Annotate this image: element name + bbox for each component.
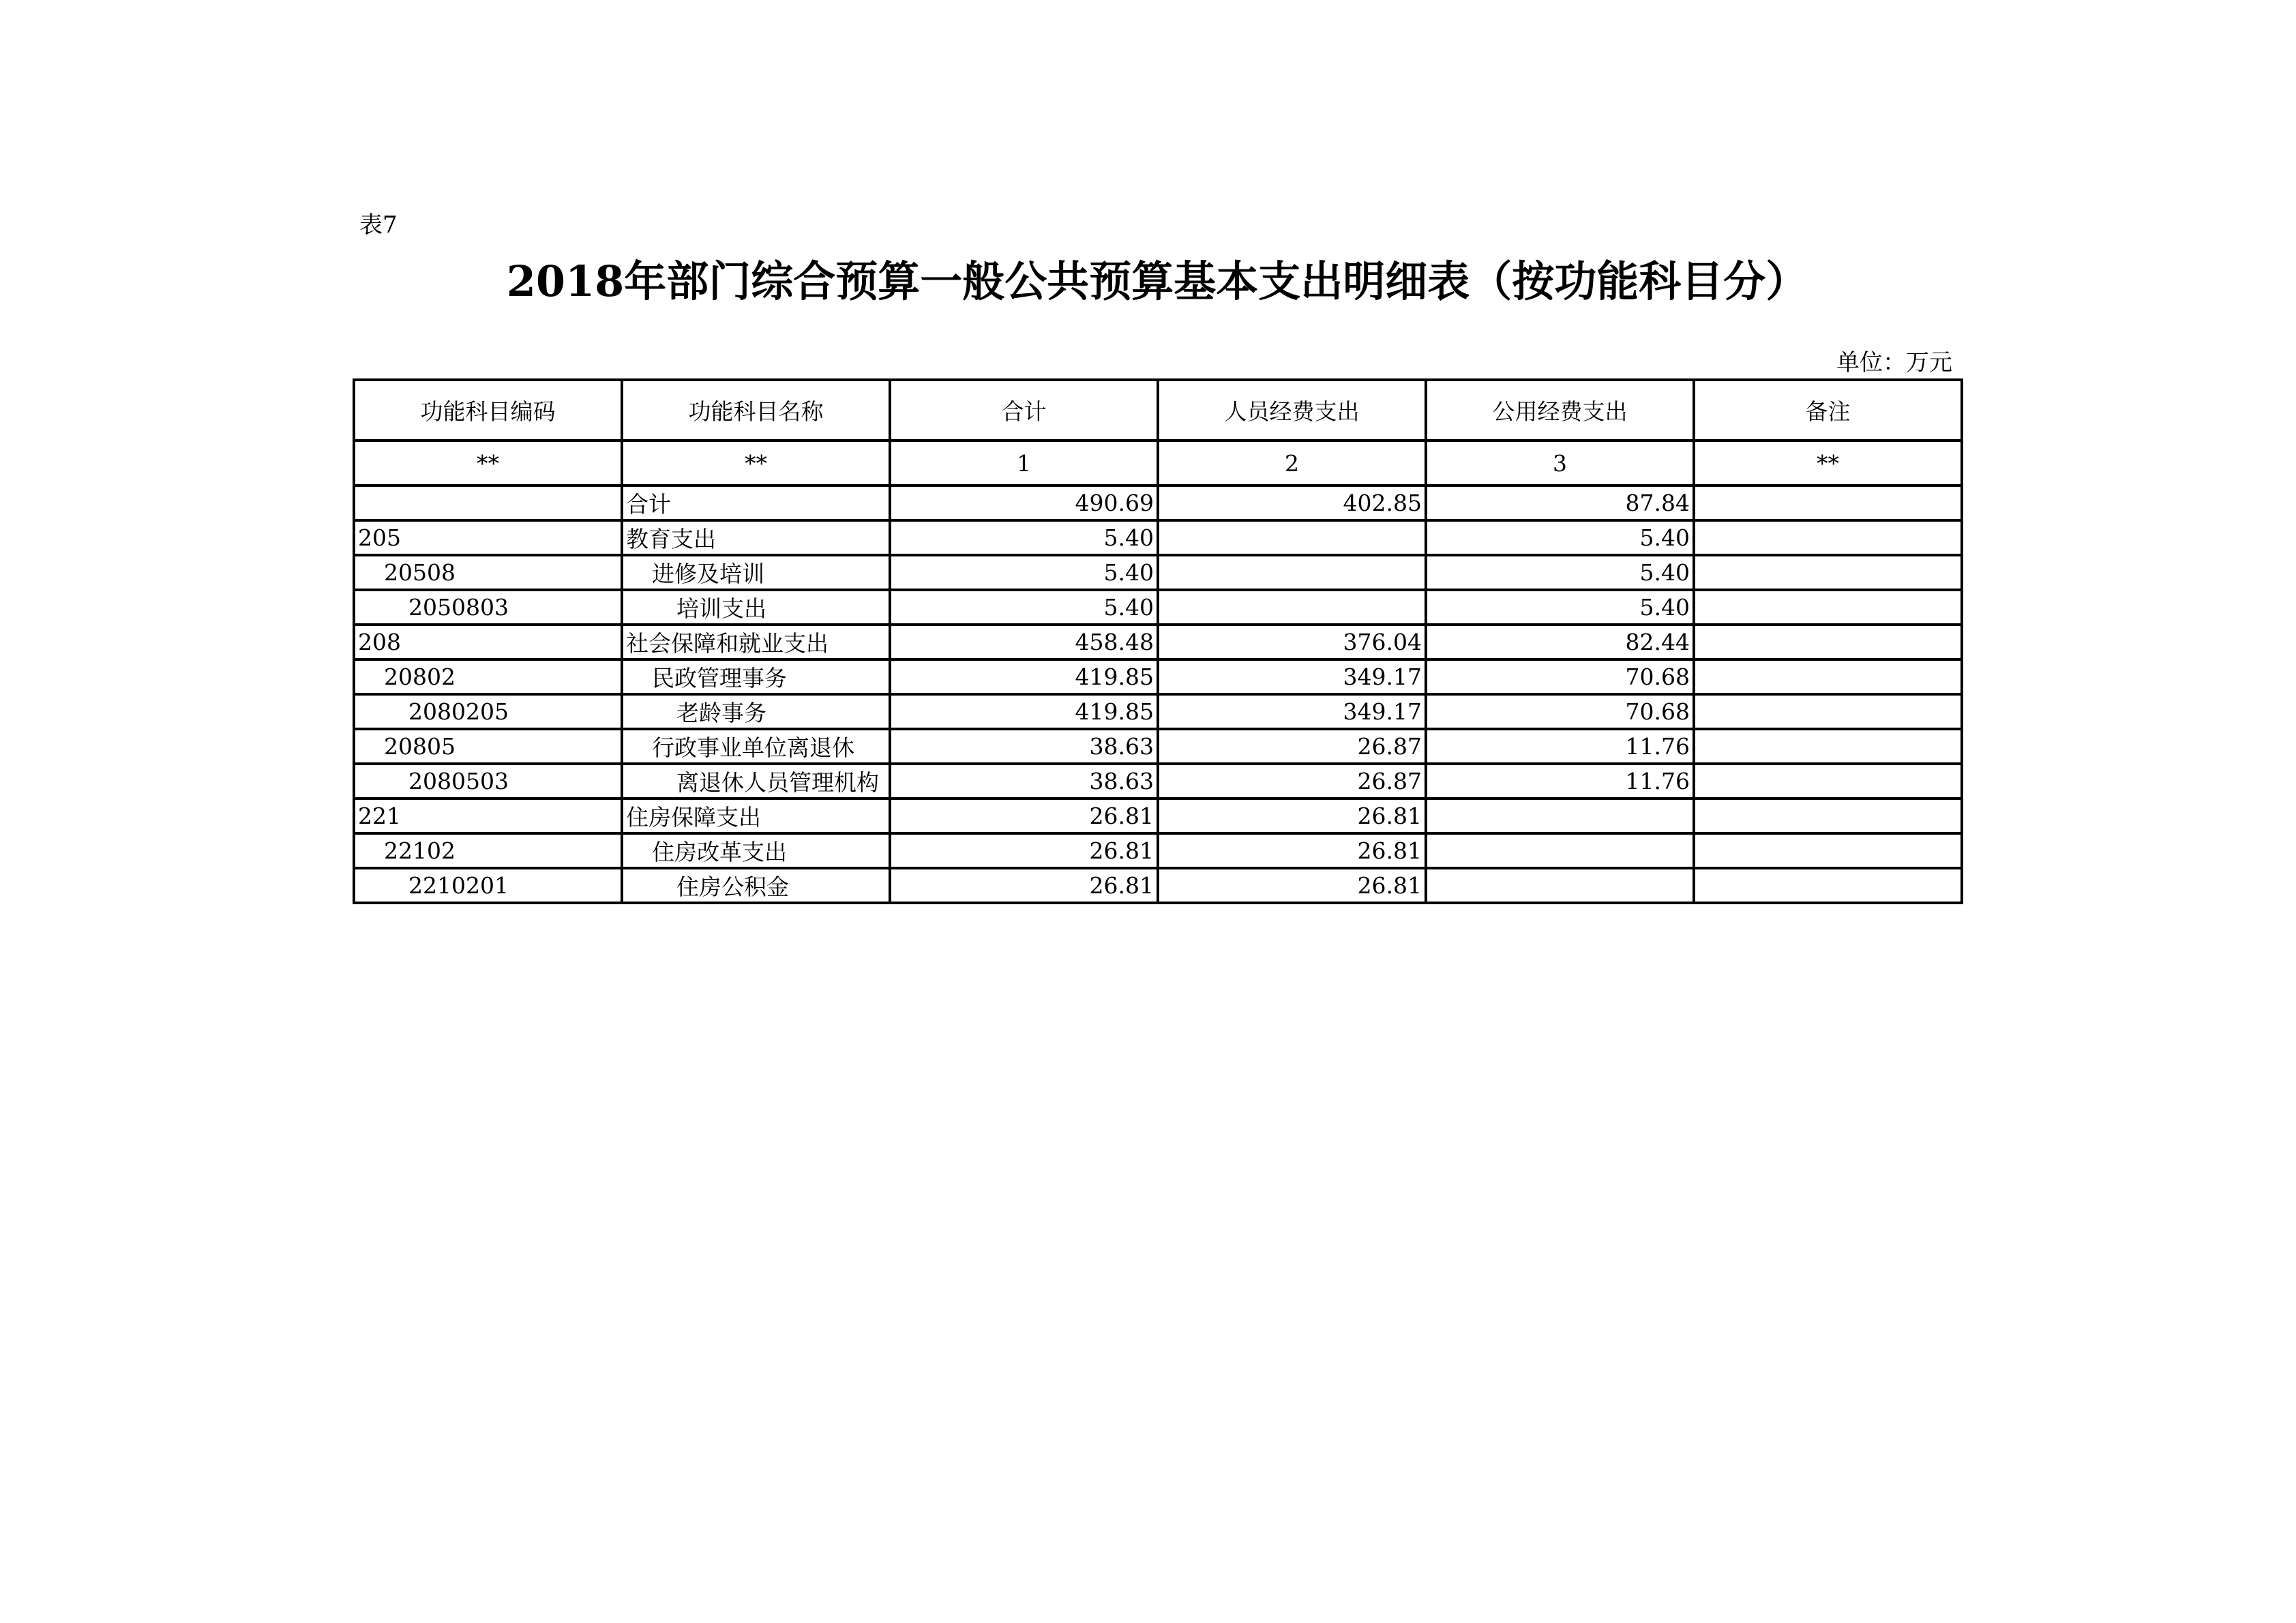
cell-public: 5.40 xyxy=(1426,555,1694,590)
table-row xyxy=(354,729,1962,764)
cell-code: 2050803 xyxy=(354,590,622,625)
index-cell: ** xyxy=(1694,441,1962,486)
cell-note xyxy=(1694,625,1962,659)
table-row xyxy=(354,659,1962,694)
cell-public: 5.40 xyxy=(1426,520,1694,555)
cell-note xyxy=(1694,833,1962,868)
cell-code: 2080205 xyxy=(354,694,622,729)
table-row xyxy=(354,590,1962,625)
cell-code: 20802 xyxy=(354,659,622,694)
cell-name: 民政管理事务 xyxy=(622,659,890,694)
header-personnel: 人员经费支出 xyxy=(1158,380,1426,441)
cell-personnel xyxy=(1158,555,1426,590)
header-code: 功能科目编码 xyxy=(354,380,622,441)
cell-name: 住房改革支出 xyxy=(622,833,890,868)
cell-total: 5.40 xyxy=(890,555,1158,590)
cell-total: 26.81 xyxy=(890,799,1158,833)
cell-personnel: 26.87 xyxy=(1158,729,1426,764)
cell-note xyxy=(1694,764,1962,799)
cell-public xyxy=(1426,833,1694,868)
cell-personnel: 349.17 xyxy=(1158,694,1426,729)
table-row xyxy=(354,520,1962,555)
unit-label: 单位：万元 xyxy=(1836,349,1952,376)
cell-code: 20805 xyxy=(354,729,622,764)
index-cell: 1 xyxy=(890,441,1158,486)
cell-code: 2210201 xyxy=(354,868,622,903)
cell-name: 老龄事务 xyxy=(622,694,890,729)
cell-total: 419.85 xyxy=(890,694,1158,729)
cell-total: 490.69 xyxy=(890,486,1158,520)
cell-name: 住房保障支出 xyxy=(622,799,890,833)
cell-total: 26.81 xyxy=(890,833,1158,868)
table-row xyxy=(354,694,1962,729)
cell-public xyxy=(1426,799,1694,833)
table-row xyxy=(354,555,1962,590)
cell-note xyxy=(1694,694,1962,729)
cell-personnel: 26.81 xyxy=(1158,799,1426,833)
cell-total: 5.40 xyxy=(890,590,1158,625)
cell-code: 2080503 xyxy=(354,764,622,799)
table-row xyxy=(354,764,1962,799)
budget-table xyxy=(353,378,1963,904)
cell-public: 82.44 xyxy=(1426,625,1694,659)
cell-name: 住房公积金 xyxy=(622,868,890,903)
cell-personnel: 26.81 xyxy=(1158,833,1426,868)
table-number: 表7 xyxy=(359,211,398,239)
cell-note xyxy=(1694,799,1962,833)
cell-public: 11.76 xyxy=(1426,729,1694,764)
header-public: 公用经费支出 xyxy=(1426,380,1694,441)
table-row xyxy=(354,799,1962,833)
cell-name: 社会保障和就业支出 xyxy=(622,625,890,659)
cell-name: 进修及培训 xyxy=(622,555,890,590)
header-row xyxy=(354,380,1962,441)
index-cell: 2 xyxy=(1158,441,1426,486)
cell-public: 70.68 xyxy=(1426,694,1694,729)
cell-note xyxy=(1694,590,1962,625)
cell-note xyxy=(1694,555,1962,590)
page-title: 2018年部门综合预算一般公共预算基本支出明细表（按功能科目分） xyxy=(506,256,1808,306)
cell-code xyxy=(354,486,622,520)
cell-personnel: 26.81 xyxy=(1158,868,1426,903)
cell-total: 38.63 xyxy=(890,729,1158,764)
table-body xyxy=(354,486,1962,903)
cell-name: 离退休人员管理机构 xyxy=(622,764,890,799)
cell-name: 行政事业单位离退休 xyxy=(622,729,890,764)
header-total: 合计 xyxy=(890,380,1158,441)
header-note: 备注 xyxy=(1694,380,1962,441)
cell-code: 221 xyxy=(354,799,622,833)
index-cell: ** xyxy=(354,441,622,486)
cell-total: 5.40 xyxy=(890,520,1158,555)
cell-total: 419.85 xyxy=(890,659,1158,694)
cell-name: 培训支出 xyxy=(622,590,890,625)
cell-public: 70.68 xyxy=(1426,659,1694,694)
table-row xyxy=(354,868,1962,903)
table-row xyxy=(354,625,1962,659)
cell-total: 26.81 xyxy=(890,868,1158,903)
cell-public xyxy=(1426,868,1694,903)
cell-public: 5.40 xyxy=(1426,590,1694,625)
cell-personnel xyxy=(1158,520,1426,555)
cell-public: 87.84 xyxy=(1426,486,1694,520)
cell-code: 205 xyxy=(354,520,622,555)
cell-note xyxy=(1694,520,1962,555)
cell-name: 合计 xyxy=(622,486,890,520)
header-name: 功能科目名称 xyxy=(622,380,890,441)
index-cell: 3 xyxy=(1426,441,1694,486)
index-row xyxy=(354,441,1962,486)
cell-total: 458.48 xyxy=(890,625,1158,659)
cell-code: 20508 xyxy=(354,555,622,590)
cell-note xyxy=(1694,868,1962,903)
table-row xyxy=(354,833,1962,868)
cell-note xyxy=(1694,729,1962,764)
cell-total: 38.63 xyxy=(890,764,1158,799)
cell-code: 22102 xyxy=(354,833,622,868)
cell-personnel: 26.87 xyxy=(1158,764,1426,799)
cell-personnel: 376.04 xyxy=(1158,625,1426,659)
cell-personnel: 402.85 xyxy=(1158,486,1426,520)
cell-note xyxy=(1694,659,1962,694)
index-cell: ** xyxy=(622,441,890,486)
table-row xyxy=(354,486,1962,520)
cell-name: 教育支出 xyxy=(622,520,890,555)
cell-code: 208 xyxy=(354,625,622,659)
cell-personnel: 349.17 xyxy=(1158,659,1426,694)
cell-public: 11.76 xyxy=(1426,764,1694,799)
cell-note xyxy=(1694,486,1962,520)
cell-personnel xyxy=(1158,590,1426,625)
